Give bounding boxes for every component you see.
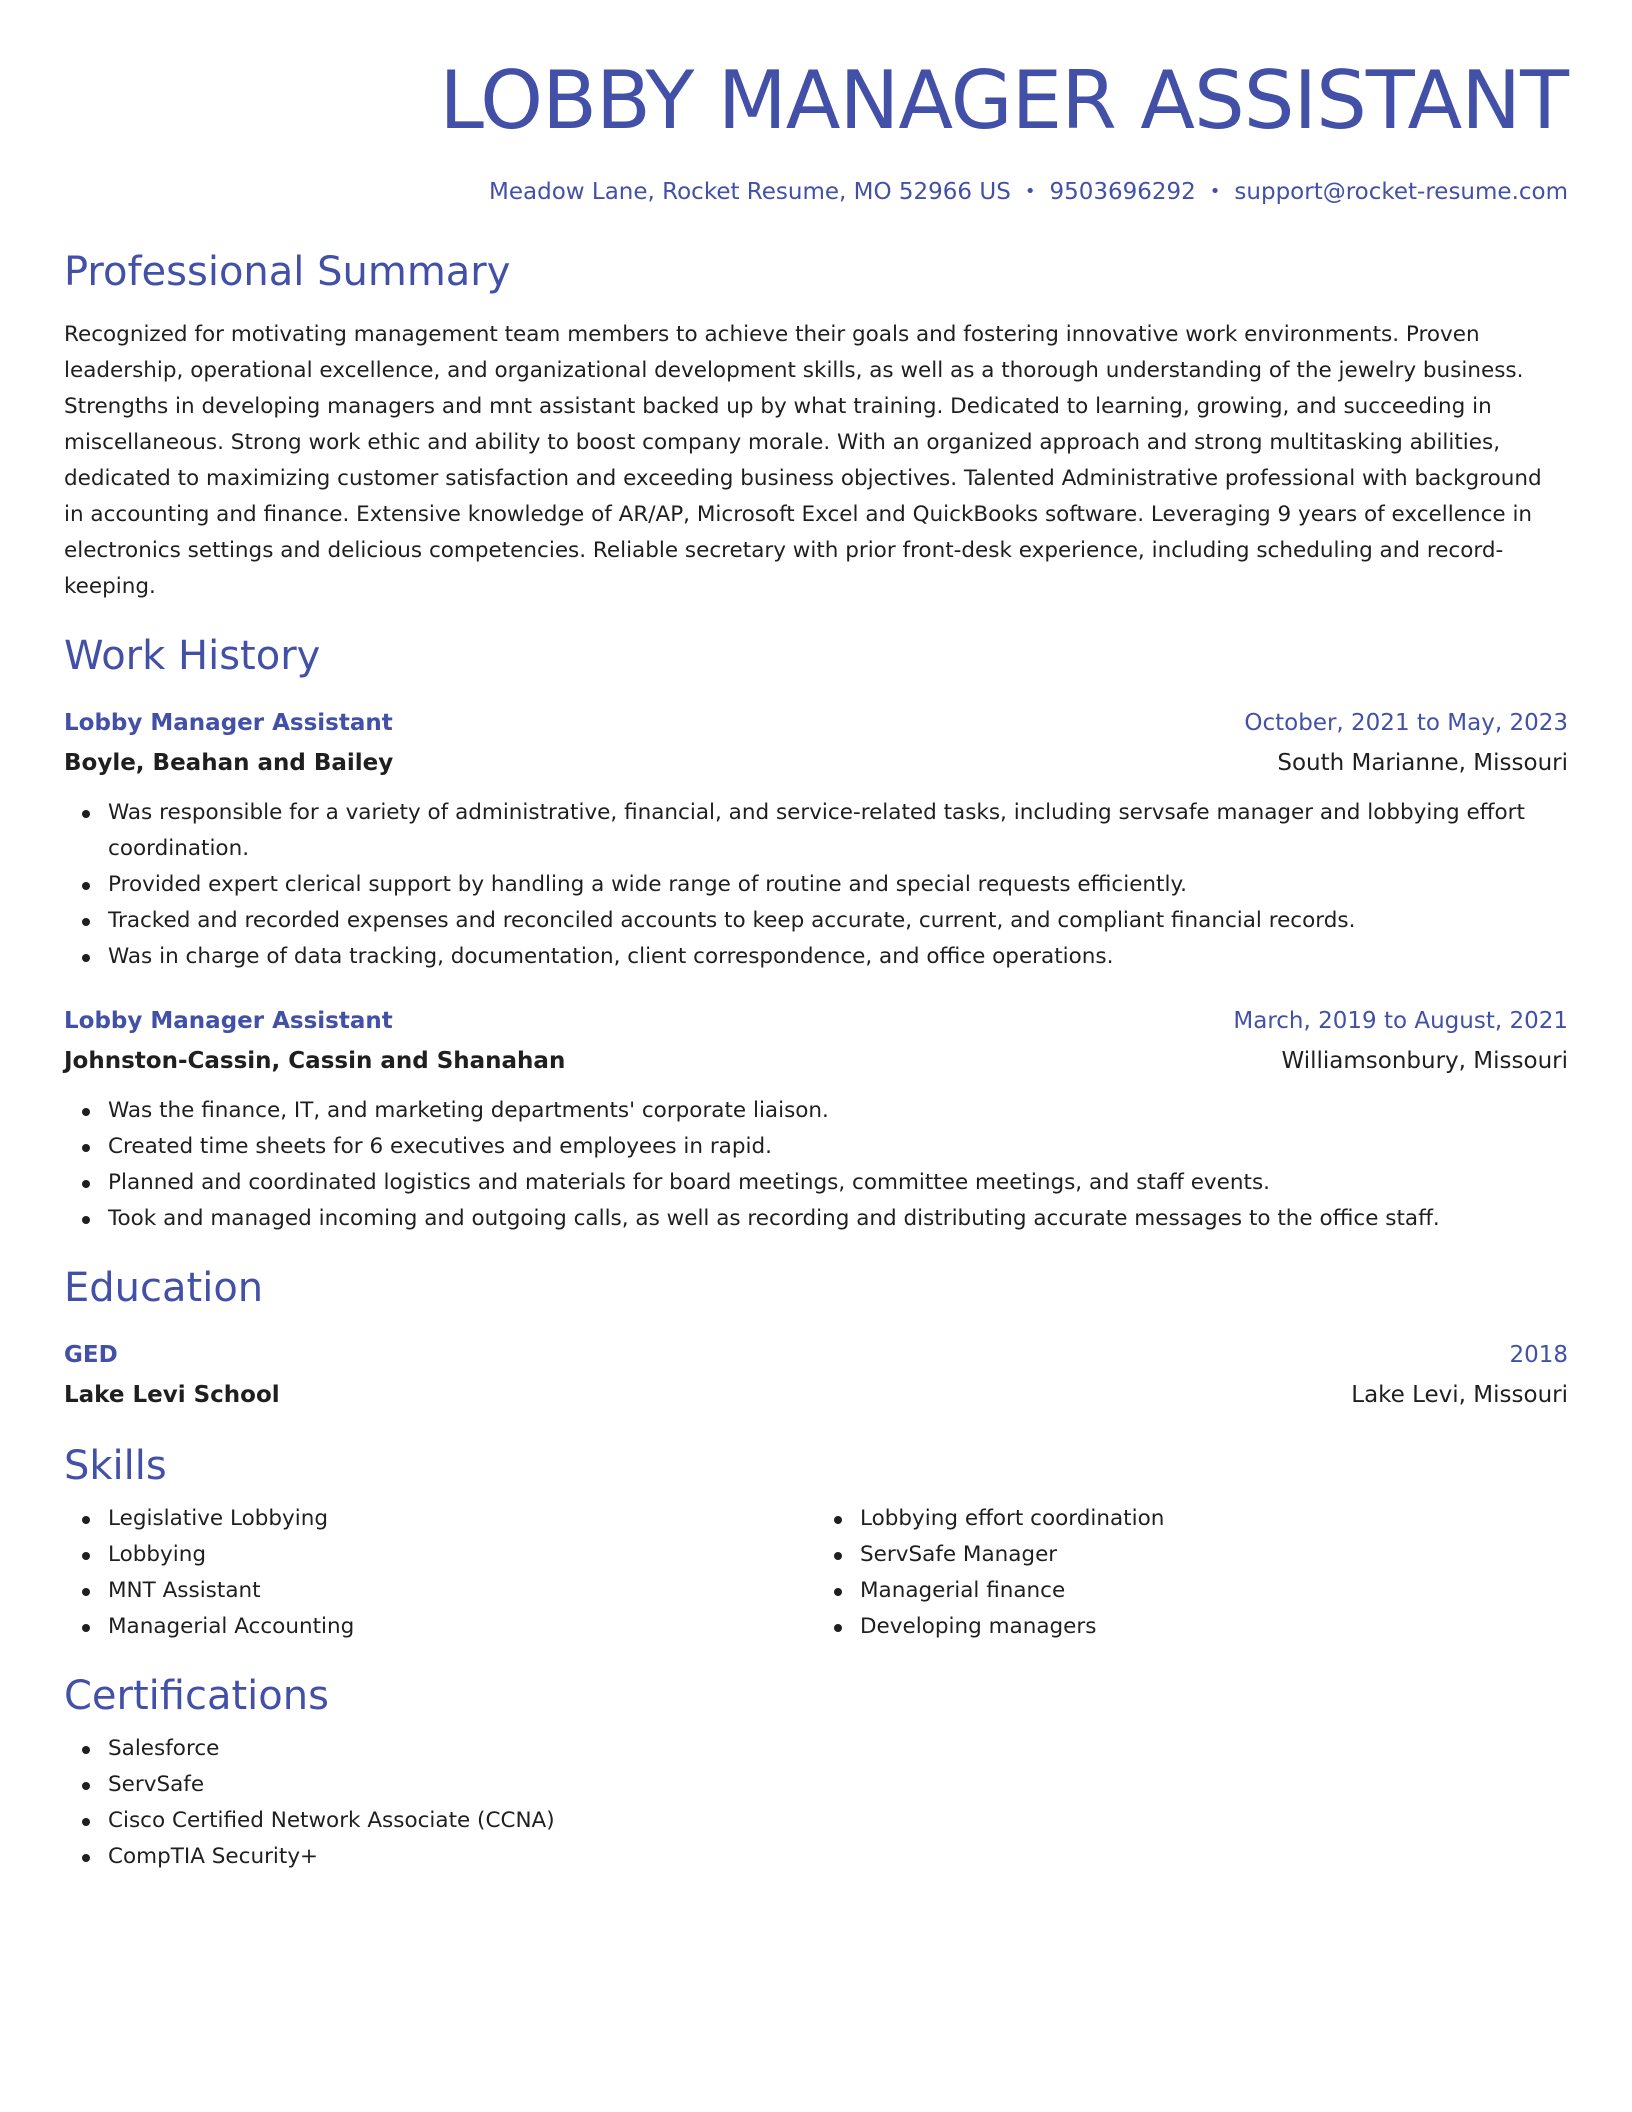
education-year: 2018 <box>1509 1342 1568 1368</box>
skill-item: Developing managers <box>860 1609 1568 1645</box>
skill-item: Legislative Lobbying <box>108 1501 816 1537</box>
contact-address: Meadow Lane, Rocket Resume, MO 52966 US <box>489 179 1011 205</box>
job-bullet: Created time sheets for 6 executives and employees in rapid. <box>108 1129 1568 1165</box>
certification-list <box>64 1731 1568 1875</box>
education-school-row <box>64 1375 1568 1415</box>
job-bullet: Provided expert clerical support by handling a wide range of routine and special requests efficiently. <box>108 867 1568 903</box>
skill-item: ServSafe Manager <box>860 1537 1568 1573</box>
job-header-row <box>64 1001 1568 1041</box>
education-school: Lake Levi School <box>64 1382 280 1408</box>
skill-item: Managerial finance <box>860 1573 1568 1609</box>
section-title-certifications: Certifications <box>64 1673 329 1719</box>
section-title-summary: Professional Summary <box>64 249 511 295</box>
certification-item: ServSafe <box>108 1767 1568 1803</box>
certification-item: Cisco Certified Network Associate (CCNA) <box>108 1803 1568 1839</box>
contact-phone: 9503696292 <box>1049 179 1196 205</box>
summary-text: Recognized for motivating management team members to achieve their goals and fostering innovative work environments. Proven leadership, operational excellence, and organizational development skills, as well as a thorough understanding of the jewelry business. Strengths in developing managers and mnt assistant backed up by what training. Dedicated to learning, growing, and succeeding in miscellaneous. Strong work ethic and ability to boost company morale. With an organized approach and strong multitasking abilities, dedicated to maximizing customer satisfaction and exceeding business objectives. Talented Administrative professional with background in accounting and finance. Extensive knowledge of AR/AP, Microsoft Excel and QuickBooks software. Leveraging 9 years of excellence in electronics settings and delicious competencies. Reliable secretary with prior front-desk experience, including scheduling and record-keeping. <box>64 322 1542 599</box>
job-bullet-list <box>64 1093 1568 1237</box>
resume-page <box>64 0 1568 1875</box>
job-bullet: Was the finance, IT, and marketing departments' corporate liaison. <box>108 1093 1568 1129</box>
certification-item: Salesforce <box>108 1731 1568 1767</box>
job-bullet-list <box>64 795 1568 975</box>
job-title: Lobby Manager Assistant <box>64 1008 393 1034</box>
education-entry <box>64 1335 1568 1415</box>
job-company-row <box>64 743 1568 783</box>
contact-separator: • <box>1209 181 1221 202</box>
section-title-work-history: Work History <box>64 633 321 679</box>
section-title-education: Education <box>64 1265 264 1311</box>
contact-line <box>64 177 1568 207</box>
section-title-skills: Skills <box>64 1443 167 1489</box>
job-header-row <box>64 703 1568 743</box>
job-bullet: Planned and coordinated logistics and materials for board meetings, committee meetings, and staff events. <box>108 1165 1568 1201</box>
job-bullet: Tracked and recorded expenses and reconciled accounts to keep accurate, current, and compliant financial records. <box>108 903 1568 939</box>
contact-email[interactable]: support@rocket-resume.com <box>1234 179 1568 205</box>
skill-item: MNT Assistant <box>108 1573 816 1609</box>
education-degree: GED <box>64 1342 118 1368</box>
job-title: Lobby Manager Assistant <box>64 710 393 736</box>
skill-item: Managerial Accounting <box>108 1609 816 1645</box>
job-dates: March, 2019 to August, 2021 <box>1233 1008 1568 1034</box>
job-company: Boyle, Beahan and Bailey <box>64 750 394 776</box>
job-dates: October, 2021 to May, 2023 <box>1244 710 1568 736</box>
education-location: Lake Levi, Missouri <box>1351 1382 1568 1408</box>
skills-grid <box>64 1501 1568 1645</box>
resume-name: LOBBY MANAGER ASSISTANT <box>439 54 1568 147</box>
skills-list-right <box>816 1501 1568 1645</box>
skill-item: Lobbying <box>108 1537 816 1573</box>
certification-item: CompTIA Security+ <box>108 1839 1568 1875</box>
job-location: South Marianne, Missouri <box>1277 750 1568 776</box>
job-entry <box>64 1001 1568 1237</box>
contact-separator: • <box>1024 181 1036 202</box>
job-bullet: Was in charge of data tracking, documentation, client correspondence, and office operations. <box>108 939 1568 975</box>
job-bullet: Took and managed incoming and outgoing calls, as well as recording and distributing accurate messages to the office staff. <box>108 1201 1568 1237</box>
skill-item: Lobbying effort coordination <box>860 1501 1568 1537</box>
skills-list-left <box>64 1501 816 1645</box>
job-company-row <box>64 1041 1568 1081</box>
job-company: Johnston-Cassin, Cassin and Shanahan <box>64 1048 566 1074</box>
job-location: Williamsonbury, Missouri <box>1281 1048 1568 1074</box>
education-header-row <box>64 1335 1568 1375</box>
job-entry <box>64 703 1568 975</box>
job-bullet: Was responsible for a variety of administrative, financial, and service-related tasks, including servsafe manager and lobbying effort coordination. <box>108 795 1568 867</box>
